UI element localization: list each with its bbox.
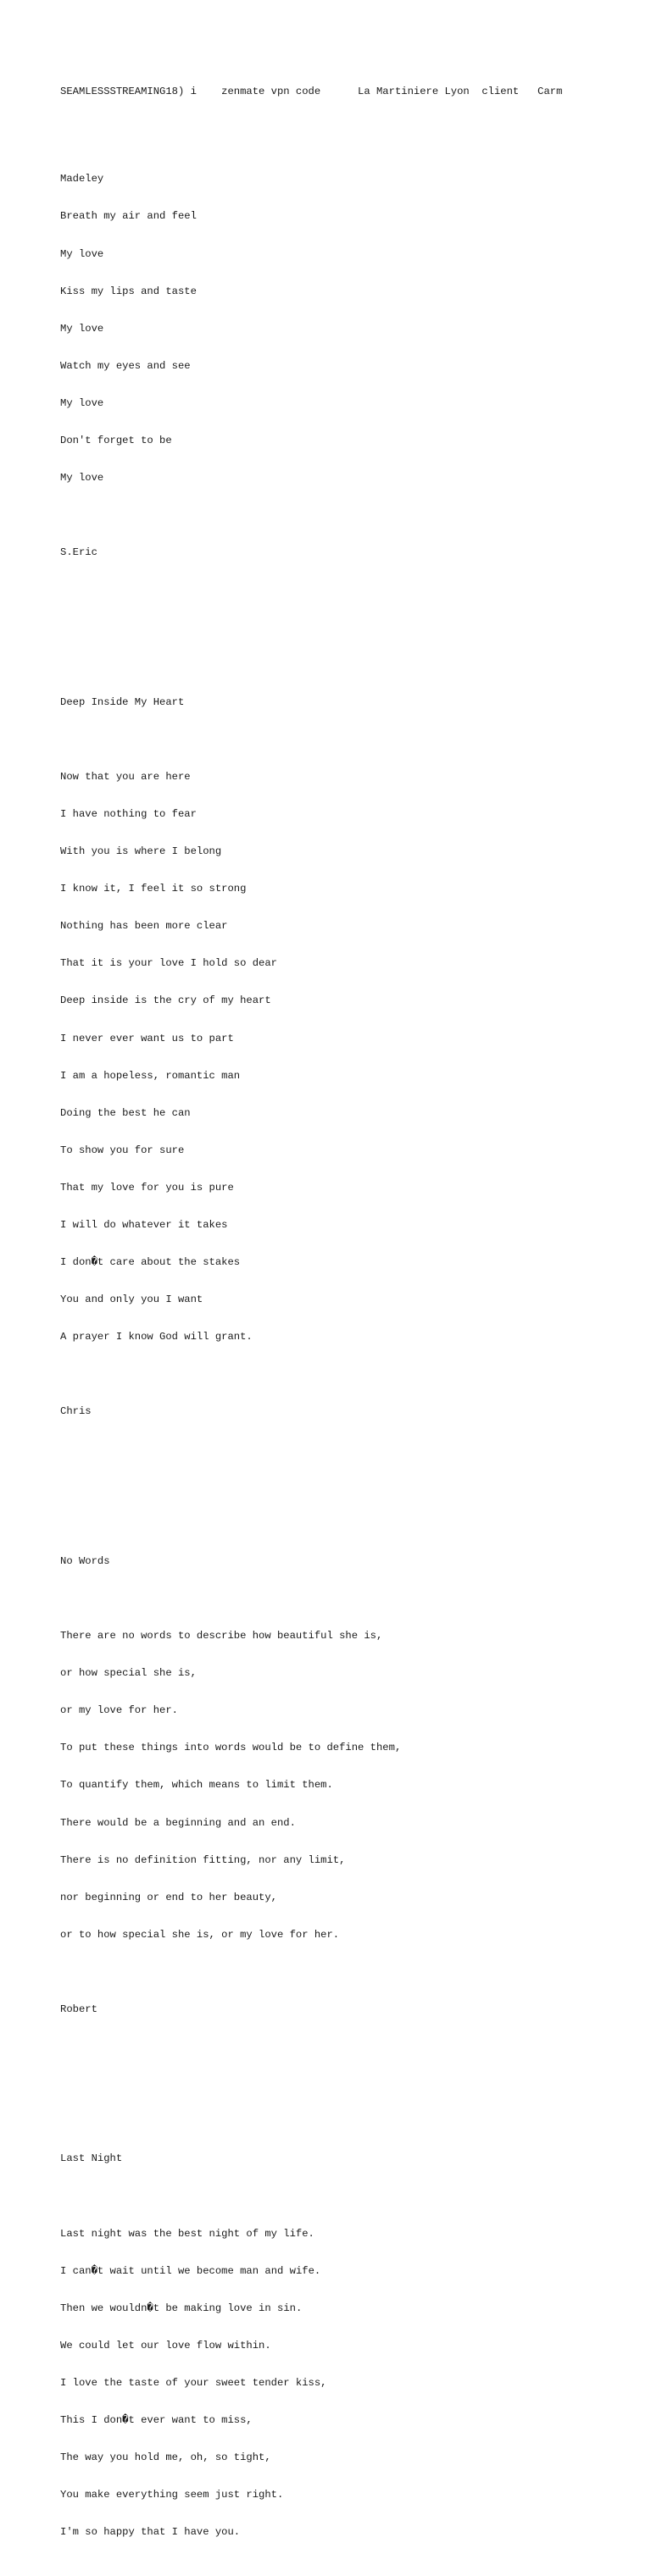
poem-author: Robert — [60, 2003, 97, 2015]
poem-line: My love — [60, 322, 104, 335]
poem-line: A prayer I know God will grant. — [60, 1331, 253, 1343]
poem-line: Now that you are here — [60, 770, 191, 783]
poem-title: Deep Inside My Heart — [60, 695, 185, 708]
poem-line: Then we wouldn�t be making love in sin. — [60, 2302, 303, 2314]
poem-line: We could let our love flow within. — [60, 2339, 271, 2352]
poem-line: My love — [60, 396, 104, 409]
poem-line: or to how special she is, or my love for her. — [60, 1928, 340, 1941]
poem-author: Chris — [60, 1405, 92, 1418]
poem-line: This I don�t ever want to miss, — [60, 2414, 253, 2427]
poem-line: With you is where I belong — [60, 845, 222, 858]
poem-line: I don�t care about the stakes — [60, 1256, 241, 1269]
poem-line: To quantify them, which means to limit them. — [60, 1779, 333, 1792]
poem-line: I am a hopeless, romantic man — [60, 1069, 241, 1082]
header-line: SEAMLESSSTREAMING18) i zenmate vpn code La Martiniere Lyon client Carm — [60, 86, 563, 98]
poem-author: S.Eric — [60, 546, 97, 559]
poem-line: I never ever want us to part — [60, 1032, 234, 1044]
poem-line: I have nothing to fear — [60, 807, 197, 820]
blank-line — [60, 2041, 637, 2053]
poem-title: Last Night — [60, 2152, 123, 2165]
blank-line — [60, 2190, 637, 2202]
poem-line: There are no words to describe how beautiful she is, — [60, 1630, 383, 1643]
poem-line: Madeley — [60, 173, 104, 186]
poem-line: Kiss my lips and taste — [60, 285, 197, 297]
blank-line — [60, 509, 637, 522]
poem-line: I'm so happy that I have you. — [60, 2526, 241, 2539]
poem-line: I love the taste of your sweet tender kiss, — [60, 2376, 327, 2389]
blank-line — [60, 734, 637, 746]
poem-line: There would be a beginning and an end. — [60, 1816, 296, 1829]
poem-line: There is no definition fitting, nor any limit, — [60, 1853, 346, 1866]
blank-line — [60, 1966, 637, 1979]
blank-line — [60, 584, 637, 596]
poem-line: Doing the best he can — [60, 1106, 191, 1119]
poem-line: Watch my eyes and see — [60, 359, 191, 372]
poem-deep-inside-my-heart — [60, 671, 637, 1480]
poem-no-words — [60, 1530, 637, 2078]
poem-last-night — [60, 2128, 637, 2563]
document-page — [60, 61, 637, 2576]
poem-line: Breath my air and feel — [60, 210, 197, 223]
poem-line: or my love for her. — [60, 1704, 178, 1717]
poem-my-love — [60, 148, 637, 622]
blank-line — [60, 1443, 637, 1456]
poem-line: That it is your love I hold so dear — [60, 957, 277, 970]
poem-line: I know it, I feel it so strong — [60, 883, 247, 895]
blank-line — [60, 1368, 637, 1381]
poem-line: Nothing has been more clear — [60, 920, 228, 933]
poem-title: No Words — [60, 1554, 110, 1567]
poem-line: Last night was the best night of my life. — [60, 2227, 314, 2240]
poem-line: You make everything seem just right. — [60, 2489, 284, 2501]
poem-line: I can�t wait until we become man and wife. — [60, 2264, 321, 2277]
poem-line: I will do whatever it takes — [60, 1218, 228, 1231]
poem-line: You and only you I want — [60, 1294, 203, 1306]
poem-line: The way you hold me, oh, so tight, — [60, 2451, 271, 2464]
poem-line: My love — [60, 247, 104, 260]
blank-line — [60, 1593, 637, 1605]
poem-line: or how special she is, — [60, 1667, 197, 1680]
poem-line: To put these things into words would be to define them, — [60, 1742, 402, 1754]
poem-line: To show you for sure — [60, 1144, 185, 1156]
poem-line: That my love for you is pure — [60, 1181, 234, 1194]
poem-line: My love — [60, 472, 104, 485]
poem-line: Deep inside is the cry of my heart — [60, 994, 271, 1007]
poem-line: nor beginning or end to her beauty, — [60, 1891, 277, 1903]
poem-line: Don't forget to be — [60, 434, 172, 446]
